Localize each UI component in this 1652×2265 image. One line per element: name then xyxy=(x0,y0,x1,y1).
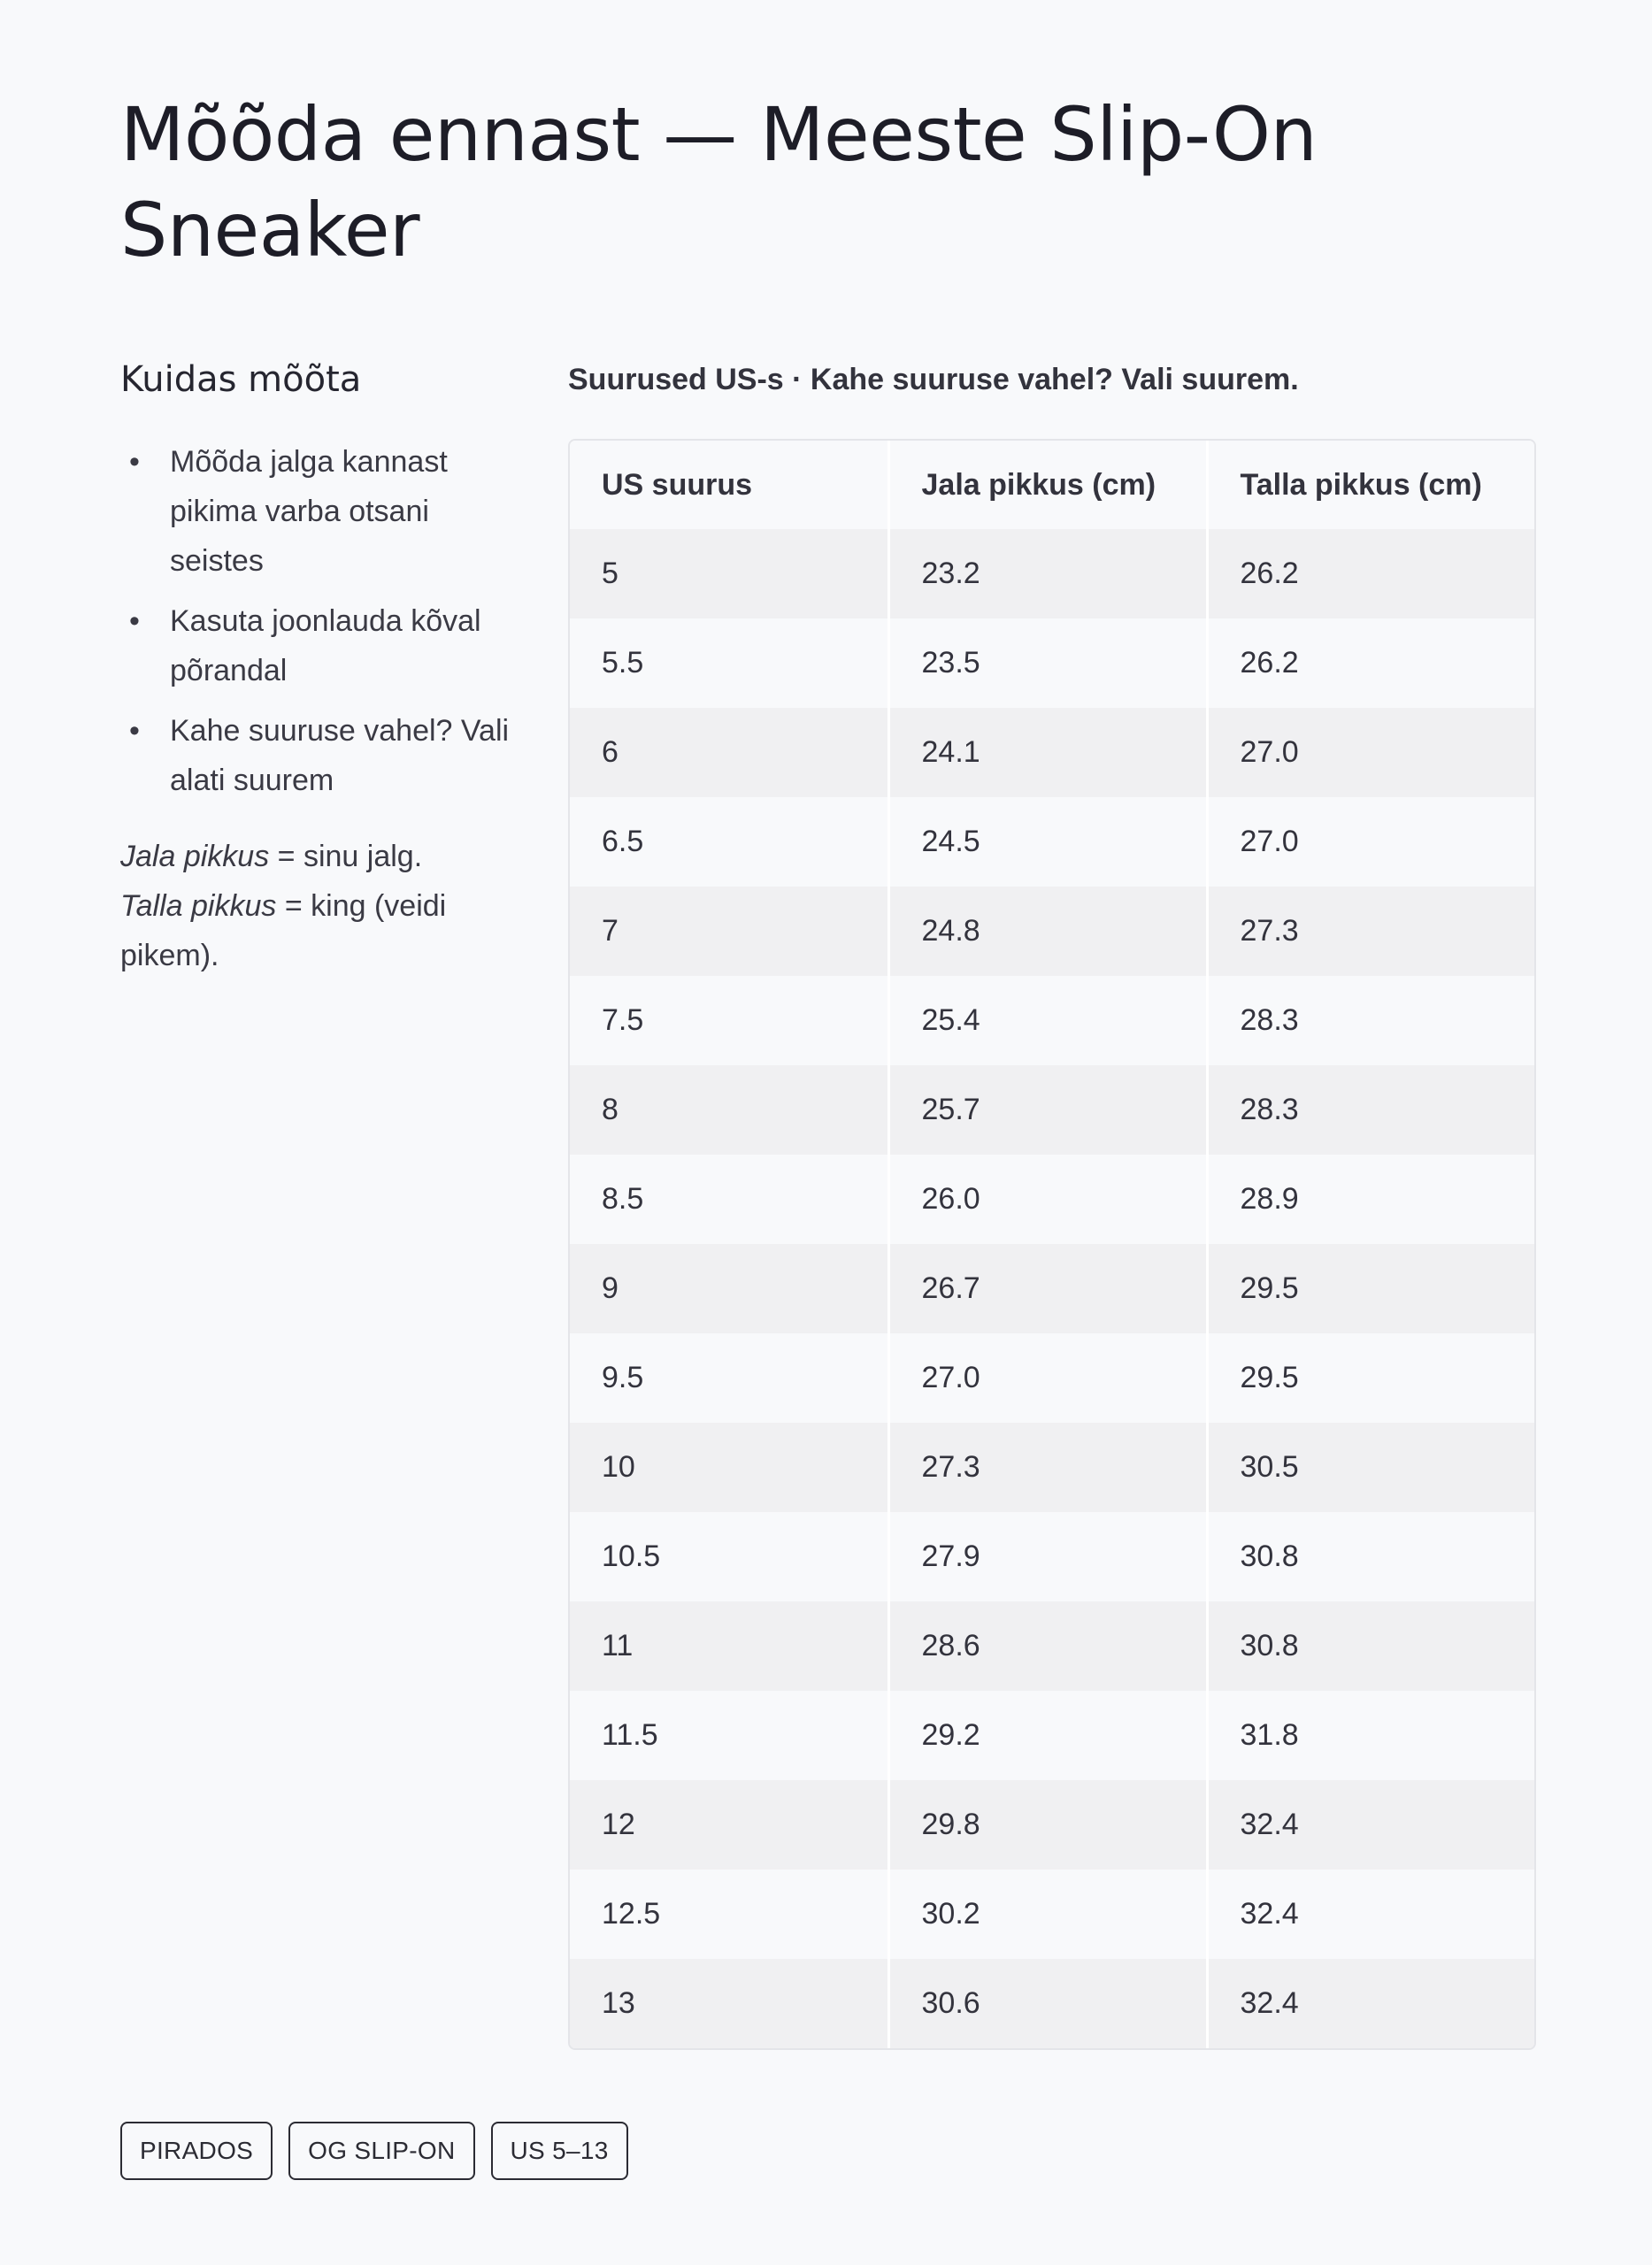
table-row xyxy=(570,1601,1534,1691)
table-row xyxy=(570,887,1534,976)
table-row xyxy=(570,1244,1534,1333)
page xyxy=(120,87,1536,2020)
cell-foot-length: 28.6 xyxy=(888,1601,1207,1691)
table-row xyxy=(570,1691,1534,1780)
size-chart-body xyxy=(570,529,1534,2048)
cell-sole-length: 27.0 xyxy=(1207,708,1534,797)
cell-us-size: 7.5 xyxy=(570,976,888,1065)
how-to-measure-panel xyxy=(120,352,527,1010)
table-row xyxy=(570,1870,1534,1959)
cell-sole-length: 30.8 xyxy=(1207,1512,1534,1601)
cell-sole-length: 29.5 xyxy=(1207,1244,1534,1333)
cell-us-size: 10.5 xyxy=(570,1512,888,1601)
cell-sole-length: 32.4 xyxy=(1207,1780,1534,1870)
table-header-row xyxy=(570,441,1534,529)
cell-us-size: 11 xyxy=(570,1601,888,1691)
cell-foot-length: 25.4 xyxy=(888,976,1207,1065)
cell-sole-length: 28.3 xyxy=(1207,976,1534,1065)
cell-foot-length: 23.2 xyxy=(888,529,1207,618)
table-row xyxy=(570,797,1534,887)
cell-sole-length: 30.5 xyxy=(1207,1423,1534,1512)
table-row xyxy=(570,618,1534,708)
cell-us-size: 12.5 xyxy=(570,1870,888,1959)
cell-foot-length: 29.2 xyxy=(888,1691,1207,1780)
tips-list xyxy=(120,437,527,805)
tip-text: Kahe suuruse vahel? Vali alati suurem xyxy=(170,714,510,797)
cell-sole-length: 28.9 xyxy=(1207,1155,1534,1244)
cell-us-size: 10 xyxy=(570,1423,888,1512)
cell-sole-length: 27.0 xyxy=(1207,797,1534,887)
tip-item xyxy=(120,596,527,695)
cell-us-size: 9 xyxy=(570,1244,888,1333)
tip-item xyxy=(120,706,527,805)
table-row xyxy=(570,1959,1534,2048)
tip-text: Kasuta joonlauda kõval põrandal xyxy=(170,604,481,687)
cell-foot-length: 27.3 xyxy=(888,1423,1207,1512)
how-to-measure-heading: Kuidas mõõta xyxy=(120,359,362,400)
cell-sole-length: 28.3 xyxy=(1207,1065,1534,1155)
table-row xyxy=(570,976,1534,1065)
table-row xyxy=(570,1423,1534,1512)
tag-size-range: US 5–13 xyxy=(491,2122,628,2180)
tip-item xyxy=(120,437,527,586)
cell-foot-length: 30.2 xyxy=(888,1870,1207,1959)
cell-us-size: 7 xyxy=(570,887,888,976)
cell-us-size: 8 xyxy=(570,1065,888,1155)
size-chart-caption: Suurused US-s · Kahe suuruse vahel? Vali suurem. xyxy=(568,363,1299,396)
bullet-icon: • xyxy=(129,714,140,748)
cell-us-size: 13 xyxy=(570,1959,888,2048)
table-row xyxy=(570,529,1534,618)
cell-us-size: 6 xyxy=(570,708,888,797)
cell-us-size: 5.5 xyxy=(570,618,888,708)
cell-us-size: 12 xyxy=(570,1780,888,1870)
header-us-size: US suurus xyxy=(570,441,888,529)
page-title: Mõõda ennast — Meeste Slip-On Sneaker xyxy=(120,91,1318,273)
tag-model: OG SLIP-ON xyxy=(288,2122,474,2180)
cell-foot-length: 29.8 xyxy=(888,1780,1207,1870)
size-chart-table-container xyxy=(568,439,1536,2050)
cell-foot-length: 25.7 xyxy=(888,1065,1207,1155)
cell-sole-length: 26.2 xyxy=(1207,529,1534,618)
cell-foot-length: 26.0 xyxy=(888,1155,1207,1244)
tag-brand: PIRADOS xyxy=(120,2122,273,2180)
cell-foot-length: 24.1 xyxy=(888,708,1207,797)
cell-sole-length: 31.8 xyxy=(1207,1691,1534,1780)
bullet-icon: • xyxy=(129,445,140,479)
cell-us-size: 8.5 xyxy=(570,1155,888,1244)
cell-foot-length: 27.9 xyxy=(888,1512,1207,1601)
cell-us-size: 9.5 xyxy=(570,1333,888,1423)
cell-foot-length: 27.0 xyxy=(888,1333,1207,1423)
cell-foot-length: 23.5 xyxy=(888,618,1207,708)
cell-sole-length: 30.8 xyxy=(1207,1601,1534,1691)
cell-us-size: 11.5 xyxy=(570,1691,888,1780)
cell-sole-length: 27.3 xyxy=(1207,887,1534,976)
cell-foot-length: 30.6 xyxy=(888,1959,1207,2048)
table-row xyxy=(570,1780,1534,1870)
cell-sole-length: 26.2 xyxy=(1207,618,1534,708)
table-row xyxy=(570,708,1534,797)
table-row xyxy=(570,1065,1534,1155)
measurement-note xyxy=(120,832,527,980)
sole-length-definition: = king (veidi pikem). xyxy=(120,889,447,972)
header-foot-length: Jala pikkus (cm) xyxy=(888,441,1207,529)
foot-length-definition: = sinu jalg. xyxy=(269,840,423,873)
size-chart-section xyxy=(568,352,1536,2050)
table-row xyxy=(570,1333,1534,1423)
cell-us-size: 5 xyxy=(570,529,888,618)
cell-sole-length: 29.5 xyxy=(1207,1333,1534,1423)
cell-foot-length: 24.8 xyxy=(888,887,1207,976)
cell-sole-length: 32.4 xyxy=(1207,1959,1534,2048)
cell-us-size: 6.5 xyxy=(570,797,888,887)
header-sole-length: Talla pikkus (cm) xyxy=(1207,441,1534,529)
table-row xyxy=(570,1155,1534,1244)
foot-length-term: Jala pikkus xyxy=(120,840,270,873)
size-chart-table xyxy=(570,441,1534,2048)
cell-foot-length: 26.7 xyxy=(888,1244,1207,1333)
table-row xyxy=(570,1512,1534,1601)
bullet-icon: • xyxy=(129,604,140,638)
tip-text: Mõõda jalga kannast pikima varba otsani seistes xyxy=(170,445,448,578)
tag-list xyxy=(120,2122,628,2180)
cell-foot-length: 24.5 xyxy=(888,797,1207,887)
sole-length-term: Talla pikkus xyxy=(120,889,277,923)
cell-sole-length: 32.4 xyxy=(1207,1870,1534,1959)
